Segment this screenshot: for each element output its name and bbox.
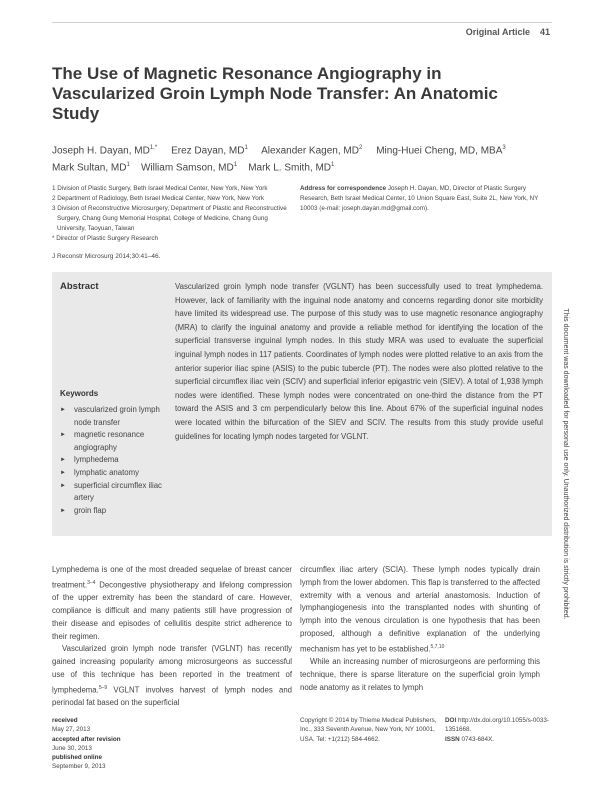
section-label: Original Article: [465, 27, 530, 37]
doi-block: DOI http://dx.doi.org/10.1055/s-0033-1351668. ISSN 0743-684X.: [445, 717, 549, 743]
keyword-item: ► vascularized groin lymph node transfer: [60, 404, 175, 429]
correspondence-text: Joseph H. Dayan, MD, Director of Plastic Surgery Research, Beth Israel Medical Center, 10 Union Square East, Suite 2L, New York, NY 10003 (e-mail: joseph.dayan.md@gmail.com).: [300, 185, 539, 212]
correspondence: [300, 184, 550, 214]
correspondence-label: Address for correspondence: [300, 185, 387, 192]
author: Alexander Kagen, MD: [261, 145, 359, 157]
abstract-heading: Abstract: [60, 281, 99, 292]
affiliation: 1 Division of Plastic Surgery, Beth Israel Medical Center, New York, New York: [52, 185, 268, 192]
body-paragraph: circumflex iliac artery (SCIA). These lymph nodes typically drain lymph from the lower abdomen. This flap is transferred to the affected extremity with a venous and arterial anastomosis. Induction of lymphangiogenesis into the transplanted nodes with shunting of lymph into the venous circulation is one hypothesis that has been proposed, although a definitive explanation of the underlying mechanism has yet to be established.$^{5,7,10}$: [300, 565, 540, 654]
author: Ming-Huei Cheng, MD, MBA: [376, 145, 503, 157]
keywords-list: [60, 404, 175, 517]
body-paragraph: While an increasing number of microsurgeons are performing this technique, there is sparse literature on the superficial groin lymph node anatomy as it relates to lymph: [300, 657, 540, 692]
body-paragraph: Vascularized groin lymph node transfer (VGLNT) has recently gained increasing popularity among microsurgeons as successful use of this technique has been reported in the treatment of lymphedema.$^{5-9}$ VGLNT involves harvest of lymph nodes and perinodal fat based on the superficial: [52, 644, 292, 708]
author: Mark L. Smith, MD: [248, 162, 331, 174]
article-title: The Use of Magnetic Resonance Angiography in Vascularized Groin Lymph Node Transfer: An Anatomic Study: [52, 64, 498, 123]
abstract-text: Vascularized groin lymph node transfer (VGLNT) has been successfully used to treat lymphedema. However, lack of familiarity with the inguinal node anatomy and concerns regarding donor site morbidity have limited its widespread use. The purpose of this study was to use magnetic resonance angiography (MRA) to clarify the inguinal anatomy and provide a reliable method for identifying the location of the superficial transverse inguinal lymph nodes. In this study MRA was used to evaluate the superficial inguinal lymph nodes in 117 patients. Coordinates of lymph nodes were plotted relative to an axis from the anterior superior iliac spine (ASIS) to the pubic tubercle (PT). The nodes were also plotted relative to the superficial circumflex iliac vein (SCIV) and superficial inferior epigastric vein (SIEV). A total of 1,938 lymph nodes were identified. These lymph nodes were concentrated on one-third the distance from the PT toward the ASIS and 3 cm perpendicularly below this line. About 67% of the superficial inguinal nodes were located within the bifurcation of the SIEV and SCIV. The results from this study provide useful guidelines for locating lymph nodes targeted for VGLNT.: [175, 282, 543, 441]
body-paragraph: Lymphedema is one of the most dreaded sequelae of breast cancer treatment.$^{3-4}$ Decongestive physiotherapy and lifelong compression of the upper extremity has been the standard of care. However, compliance is difficult and many patients still have progression of their disease and episodes of cellulitis despite strict adherence to their regimen.: [52, 565, 292, 641]
body-column-right: [300, 564, 540, 695]
copyright-notice: Copyright © 2014 by Thieme Medical Publishers, Inc., 333 Seventh Avenue, New York, NY 10001, USA. Tel: +1(212) 584-4662.: [300, 717, 437, 743]
affiliation: 3 Division of Reconstructive Microsurgery, Department of Plastic and Reconstructive Surgery, Chang Gung Memorial Hospital, College of Medicine, Chang Gung University, Taoyuan, Taiwan: [52, 205, 287, 232]
download-notice: This document was downloaded for personal use only. Unauthorized distribution is strictly prohibited.: [562, 308, 569, 620]
author: Joseph H. Dayan, MD: [52, 145, 150, 157]
affiliation: 2 Department of Radiology, Beth Israel Medical Center, New York, New York: [52, 195, 264, 202]
affiliations: [52, 184, 297, 244]
keyword-item: ► superficial circumflex iliac artery: [60, 480, 175, 505]
header-rule: [52, 22, 552, 23]
journal-citation: J Reconstr Microsurg 2014;30:41–46.: [52, 253, 161, 260]
author: Erez Dayan, MD: [171, 145, 245, 157]
keywords-heading: Keywords: [60, 389, 99, 398]
running-header: [466, 27, 550, 37]
author: William Samson, MD: [140, 162, 234, 174]
doi-link[interactable]: http://dx.doi.org/10.1055/s-0033-1351668.: [445, 717, 549, 734]
page-number: 41: [539, 27, 550, 37]
keyword-item: ► magnetic resonance angiography: [60, 429, 175, 454]
keyword-item: ► lymphatic anatomy: [60, 467, 175, 480]
author: Mark Sultan, MD: [52, 162, 127, 174]
affiliation: * Director of Plastic Surgery Research: [52, 235, 159, 242]
keyword-item: ► groin flap: [60, 505, 175, 518]
keyword-item: ► lymphedema: [60, 454, 175, 467]
author-list: Joseph H. Dayan, $MD^{1,*}$ Erez Dayan, $MD^1$ Alexander Kagen, $MD^2$ Ming-Huei Cheng, MD, MBA$^3$ Mark Sultan, $MD^1$ William Samson, $MD^1$ Mark L. Smith, $MD^1$: [52, 145, 506, 174]
article-dates: received May 27, 2013 accepted after revision June 30, 2013 published online September 9, 2013: [52, 717, 121, 771]
body-column-left: [52, 564, 292, 710]
